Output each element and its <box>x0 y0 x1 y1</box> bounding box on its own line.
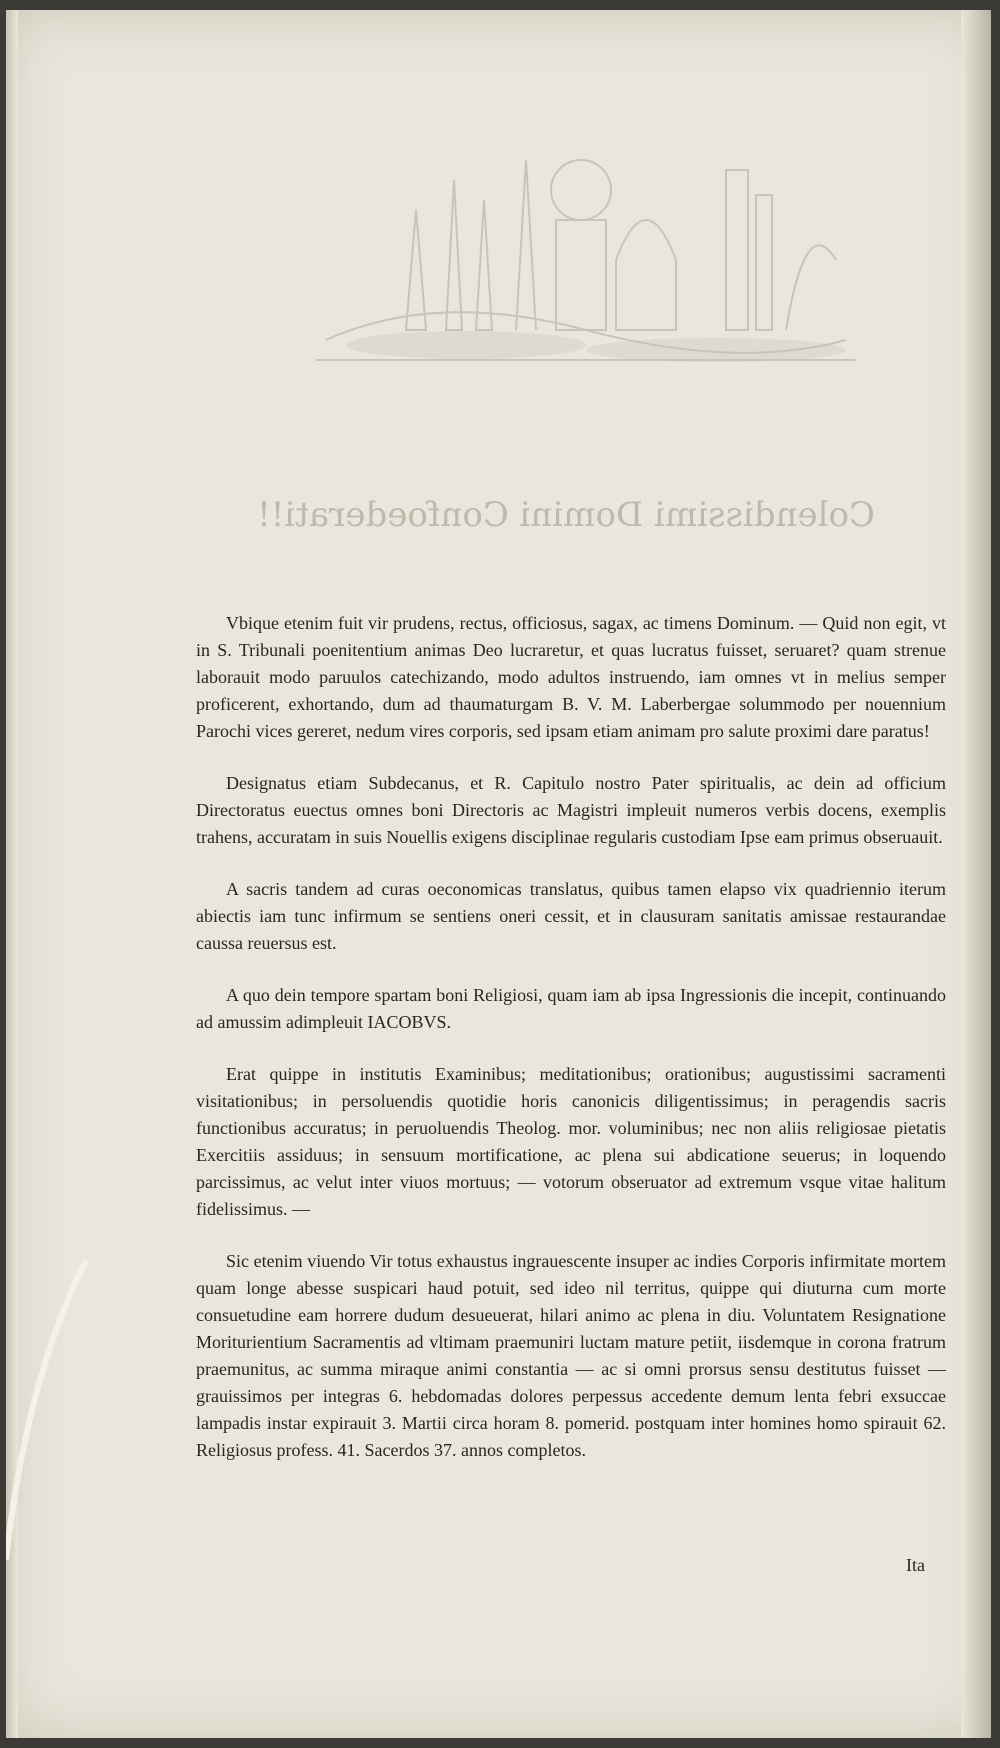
paragraph: A sacris tandem ad curas oeconomicas translatus, quibus tamen elapso vix quadriennio iterum abiectis iam tunc infirmum se sentiens oneri cessit, et in clausuram sanitatis amissae restaurandae caussa reuersus est. <box>196 879 946 953</box>
paragraph: A quo dein tempore spartam boni Religiosi, quam iam ab ipsa Ingressionis die incepit, continuando ad amussim adimpleuit IACOBVS. <box>196 985 946 1032</box>
page-edge <box>961 10 991 1738</box>
show-through-heading: Colendissimi Domini Confoederati!! <box>257 495 875 535</box>
faded-engraving-image <box>316 140 856 375</box>
document-page <box>6 10 991 1738</box>
paragraph: Designatus etiam Subdecanus, et R. Capitulo nostro Pater spiritualis, ac dein ad officium Directoratus euectus omnes boni Directoris ac Magistri impleuit numeros verbis docens, exemplis trahens, accuratam in suis Nouellis exigens disciplinae regularis custodiam Ipse eam primus obseruauit. <box>196 773 946 847</box>
paragraph: Sic etenim viuendo Vir totus exhaustus ingrauescente insuper ac indies Corporis infirmitate mortem quam longe abesse suspicari haud potuit, sed ideo nil territus, quippe qui diuturna cum morte consuetudine eam horrere dudum desueuerat, hilari animo ac plena in diu. Voluntatem Resignatione Moriturientium Sacramentis ad vltimam praemuniri luctam mature petiit, iisdemque in corona fratrum praemunitus, ac summa miraque animi constantia — ac si omni prorsus sensu destitutus fuisset — grauissimos per integras 6. hebdomadas dolores perpessus accedente demum lenta febri exsuccae lampadis instar expirauit 3. Martii circa horam 8. pomerid. postquam inter homines homo spirauit 62. Religiosus profess. 41. Sacerdos 37. annos completos. <box>196 1251 946 1460</box>
document-body <box>196 610 946 1489</box>
catchword: Ita <box>906 1555 925 1575</box>
paragraph: Vbique etenim fuit vir prudens, rectus, officiosus, sagax, ac timens Dominum. — Quid non egit, vt in S. Tribunali poenitentium animas Deo lucraretur, et quas lucratus fuisset, seruaret? quam strenue laborauit modo paruulos catechizando, modo adultos instruendo, iam omnes vt in melius semper proficerent, exhortando, dum ad thaumaturgam B. V. M. Laberbergae solummodo per nouennium Parochi vices gereret, nedum vires corporis, sed ipsam etiam animam pro salute proximi dare paratus! <box>196 613 946 741</box>
paragraph: Erat quippe in institutis Examinibus; meditationibus; orationibus; augustissimi sacramenti visitationibus; in persoluendis quotidie horis canonicis diligentissimus; in peragendis sacris functionibus accuratus; in peruoluendis Theolog. mor. voluminibus; nec non aliis religiosae pietatis Exercitiis assiduus; in sensuum mortificatione, ac plena sui abdicatione seuerus; in loquendo parcissimus, ac velut inter viuos mortuus; — votorum obseruator ad extremum vsque vitae halitum fidelissimus. — <box>196 1064 946 1219</box>
paper-tab-mark <box>6 1260 96 1560</box>
